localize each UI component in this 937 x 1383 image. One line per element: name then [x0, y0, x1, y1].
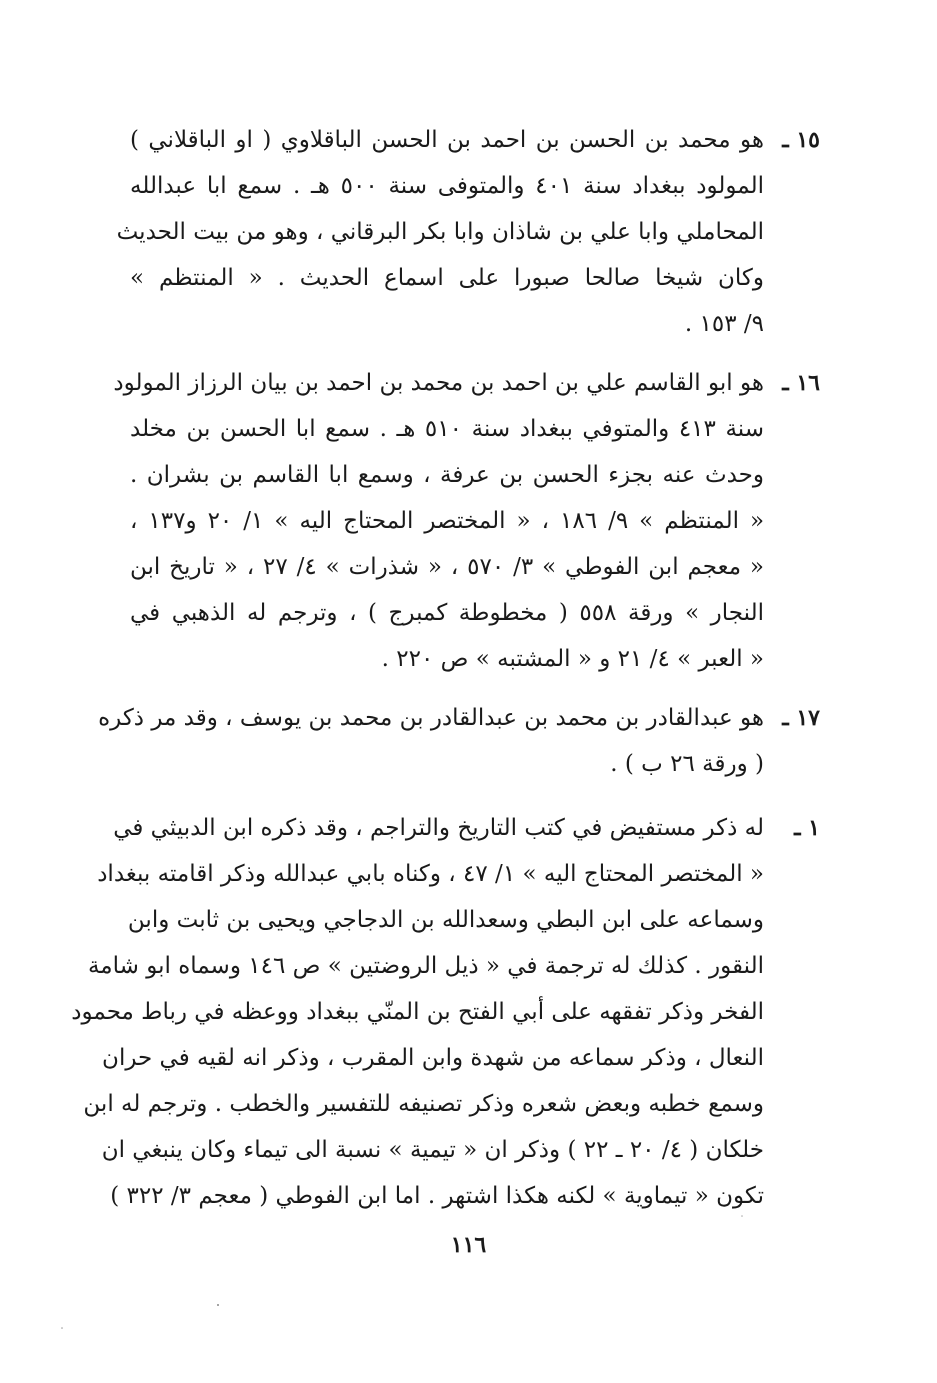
text-line: ٩/ ١٥٣ .: [684, 311, 764, 337]
text-line: وحدث عنه بجزء الحسن بن عرفة ، وسمع ابا القاسم بن بشران .: [130, 462, 764, 488]
text-line: النجار » ورقة ٥٥٨ ( مخطوطة كمبرج ) ، وترجم له الذهبي في: [130, 600, 764, 626]
text-line: « العبر » ٤/ ٢١ و « المشتبه » ص ٢٢٠ .: [381, 646, 764, 672]
text-line: هو ابو القاسم علي بن احمد بن محمد بن احمد بن بيان الرزاز المولود: [113, 370, 764, 396]
text-line: المولود ببغداد سنة ٤٠١ والمتوفى سنة ٥٠٠ هـ . سمع ابا عبدالله: [130, 173, 764, 199]
text-line: النعال ، وذكر سماعه من شهدة وابن المقرب ، وذكر انه لقيه في حران: [102, 1045, 764, 1071]
text-line: هو عبدالقادر بن محمد بن عبدالقادر بن محمد بن يوسف ، وقد مر ذكره: [98, 705, 764, 731]
footnote-number: ١٦ ـ: [782, 370, 820, 396]
text-line: له ذكر مستفيض في كتب التاريخ والتراجم ، وقد ذكره ابن الدبيثي في: [113, 815, 764, 841]
text-line: الفخر وذكر تفقهه على أبي الفتح بن المنّي ببغداد ووعظه في رباط محمود: [71, 999, 764, 1025]
text-line: خلكان ( ٤/ ٢٠ ـ ٢٢ ) وذكر ان « تيمية » نسبة الى تيماء وكان ينبغي ان: [101, 1137, 764, 1163]
text-line: وسماعه على ابن البطي وسعدالله بن الدجاجي ويحيى بن ثابت وابن: [127, 907, 764, 933]
text-line: المحاملي وابا علي بن شاذان وابا بكر البرقاني ، وهو من بيت الحديث: [116, 219, 764, 245]
text-line: وكان شيخا صالحا صبورا على اسماع الحديث . « المنتظم »: [130, 265, 764, 291]
footnote-number: ١٧ ـ: [782, 705, 820, 731]
text-line: هو محمد بن الحسن بن احمد بن الحسن الباقلاوي ( او الباقلاني ): [130, 127, 764, 153]
text-line: « المنتظم » ٩/ ١٨٦ ، « المختصر المحتاج اليه » ١/ ٢٠ و١٣٧ ،: [130, 508, 765, 534]
text-line: سنة ٤١٣ والمتوفي ببغداد سنة ٥١٠ هـ . سمع ابا الحسن بن مخلد: [130, 416, 765, 442]
page-number: ١١٦: [450, 1232, 487, 1258]
text-line: « معجم ابن الفوطي » ٣/ ٥٧٠ ، « شذرات » ٤/ ٢٧ ، « تاريخ ابن: [130, 554, 764, 580]
text-line: وسمع خطبه وبعض شعره وذكر تصنيفه للتفسير والخطب . وترجم له ابن: [83, 1091, 764, 1117]
text-line: تكون « تيماوية » لكنه هكذا اشتهر . اما ابن الفوطي ( معجم ٣/ ٣٢٢ ): [110, 1183, 764, 1209]
footnote-number: ١٥ ـ: [782, 127, 820, 153]
text-line: النقور . كذلك له ترجمة في « ذيل الروضتين » ص ١٤٦ وسماه ابو شامة: [87, 953, 764, 979]
text-line: « المختصر المحتاج اليه » ١/ ٤٧ ، وكناه بابي عبدالله وذكر اقامته ببغداد: [97, 861, 764, 887]
text-line: ( ورقة ٢٦ ب ) .: [610, 751, 764, 777]
footnote-number: ١ ـ: [794, 815, 820, 841]
